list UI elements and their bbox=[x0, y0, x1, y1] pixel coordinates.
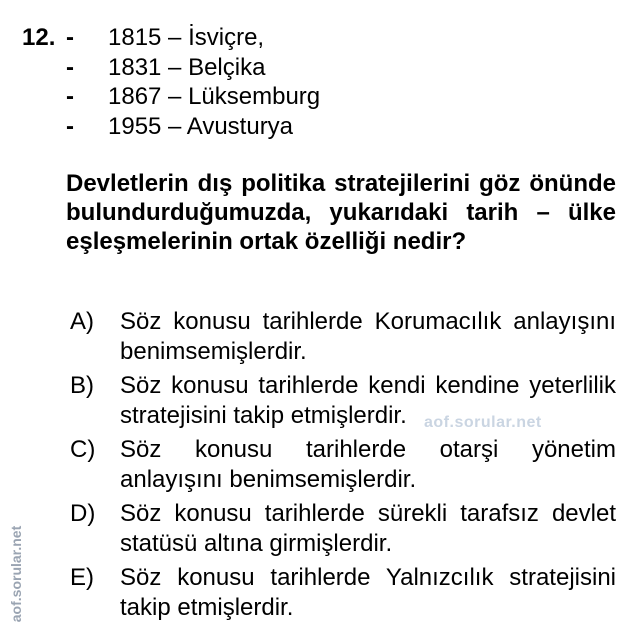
option-letter: D) bbox=[70, 500, 96, 527]
option-letter: E) bbox=[70, 564, 94, 591]
list-item-text: 1831 – Belçika bbox=[108, 53, 266, 81]
option-letter: A) bbox=[70, 308, 94, 335]
option-text: Söz konusu tarihlerde otarşi yönetim anlayışını benimsemişlerdir. bbox=[120, 436, 616, 493]
option-text: Söz konusu tarihlerde Yalnızcılık stratejisini takip etmişlerdir. bbox=[120, 564, 616, 621]
option-text: Söz konusu tarihlerde kendi kendine yeterlilik stratejisini takip etmişlerdir. bbox=[120, 372, 616, 429]
option-letter: B) bbox=[70, 372, 94, 399]
list-item bbox=[66, 111, 386, 141]
option-b[interactable] bbox=[70, 371, 618, 435]
option-text: Söz konusu tarihlerde Korumacılık anlayışını benimsemişlerdir. bbox=[120, 308, 616, 365]
option-d[interactable] bbox=[70, 499, 618, 563]
watermark: aof.sorular.net bbox=[424, 414, 542, 431]
side-watermark: aof.sorular.net bbox=[8, 525, 24, 623]
list-item bbox=[66, 22, 386, 52]
question-stem: Devletlerin dış politika stratejilerini göz önünde bulundurduğumuzda, yukarıdaki tarih – ülke eşleşmelerinin ortak özelliği nedir? bbox=[66, 170, 616, 255]
list-bullet: - bbox=[66, 53, 74, 81]
option-text: Söz konusu tarihlerde sürekli tarafsız devlet statüsü altına girmişlerdir. bbox=[120, 500, 616, 557]
list-bullet: - bbox=[66, 83, 74, 110]
list-bullet: - bbox=[66, 112, 74, 140]
answer-options bbox=[70, 307, 618, 627]
question-number: 12. bbox=[22, 24, 56, 51]
list-item bbox=[66, 52, 386, 82]
option-letter: C) bbox=[70, 436, 96, 463]
list-bullet: - bbox=[66, 24, 74, 51]
list-item-text: 1867 – Lüksemburg bbox=[108, 83, 321, 110]
date-country-list bbox=[66, 22, 386, 140]
list-item-text: 1955 – Avusturya bbox=[108, 112, 294, 140]
option-c[interactable] bbox=[70, 435, 618, 499]
option-e[interactable] bbox=[70, 563, 618, 627]
list-item-text: 1815 – İsviçre, bbox=[108, 24, 265, 51]
list-item bbox=[66, 81, 386, 111]
option-a[interactable] bbox=[70, 307, 618, 371]
